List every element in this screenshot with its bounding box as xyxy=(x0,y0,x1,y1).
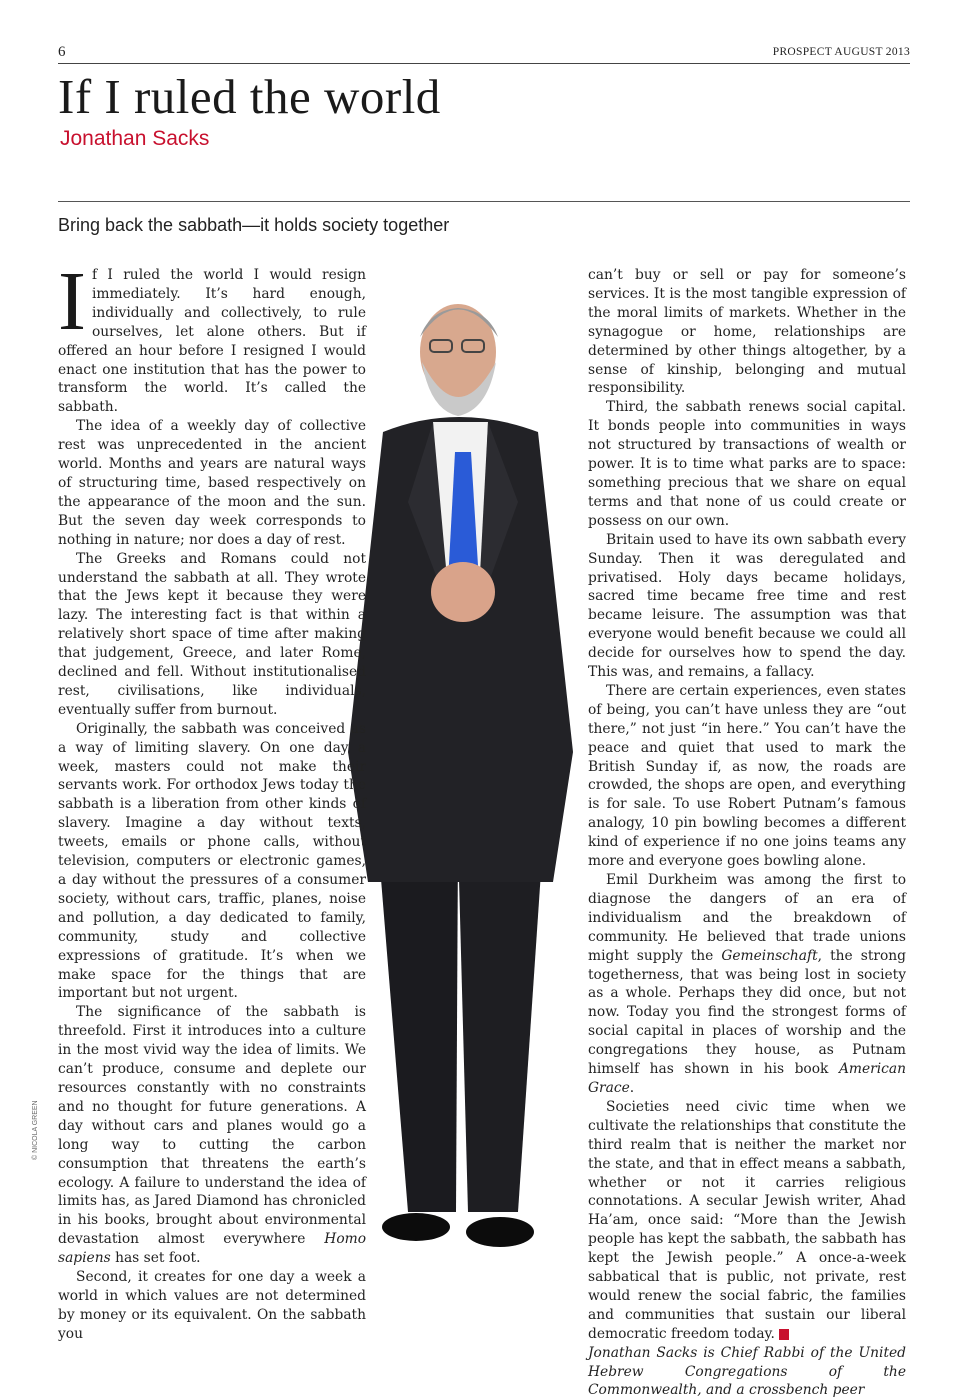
right-shoe xyxy=(466,1217,534,1247)
paragraph-text: The significance of the sabbath is threefold. First it introduces into a culture in the most vivid way the idea of limits. We can’t produce, consume and deplete our resources constantly with no constraints and no thought for future generations. A day without cars and planes would go a long way to cutting the carbon consumption that threatens the earth’s ecology. A failure to understand the idea of limits has, as Jared Diamond has chronicled in his books, brought about environmental devastation almost everywhere xyxy=(58,1004,366,1248)
article-title: If I ruled the world xyxy=(58,69,441,124)
drop-cap: I xyxy=(58,255,86,348)
portrait-photo xyxy=(338,282,598,1274)
italic-term: Gemeinschaft xyxy=(721,947,818,964)
section-rule xyxy=(58,201,910,202)
photo-credit: © NICOLA GREEN xyxy=(32,1100,39,1160)
paragraph: Third, the sabbath renews social capital. It bonds people into communities in ways not structured by transactions of wealth or power. It is to time what parks are to space: something precious that we share on equal terms and that none of us could create or possess on our own. xyxy=(588,399,906,529)
paragraph: Second, it creates for one day a week a world in which values are not determined by money or its equivalent. On the sabbath you xyxy=(58,1269,366,1342)
author-bio: Jonathan Sacks is Chief Rabbi of the United Hebrew Congregations of the Commonwealth, and a crossbench peer xyxy=(588,1344,906,1399)
paragraph: can’t buy or sell or pay for someone’s services. It is the most tangible expression of the moral limits of markets. Whether in the synagogue or home, relationships are determined by other things altogether, by a sense of kinship, belonging and mutual responsibility. xyxy=(588,267,906,397)
paragraph xyxy=(58,1003,366,1268)
paragraph-text: Emil Durkheim was among the first to diagnose the dangers of an era of individualism and the breakdown of community. He believed that trade unions might supply the xyxy=(588,872,906,964)
paragraph-text: Societies need civic time when we cultivate the relationships that constitute the third realm that is neither the market nor the state, and that in effect means a sabbath, whether or not it carries religious connotations. A secular Jewish writer, Ahad Ha’am, once said: “More than the Jewish people has kept the sabbath, the sabbath has kept the Jewish people.” A once-a-week sabbatical that is public, not private, rest would renew the social fabric, the families and communities that sustain our liberal democratic freedom today. xyxy=(588,1098,906,1342)
italic-term: Homo sapiens xyxy=(58,1231,367,1267)
standfirst: Bring back the sabbath—it holds society together xyxy=(58,215,450,235)
paragraph xyxy=(588,871,906,1098)
paragraph: The idea of a weekly day of collective rest was unprecedented in the ancient world. Months and years are natural ways of structuring time, based respectively on the appearance of the moon and the sun. But the seven day week corresponds to nothing in nature; nor does a day of rest. xyxy=(58,418,366,548)
paragraph: There are certain experiences, even states of being, you can’t have unless they are “out there,” not just “in here.” You can’t have the peace and quiet that used to mark the British Sunday if, as now, the roads are crowded, the shops are open, and everything is for sale. To use Robert Putnam’s famous analogy, 10 pin bowling becomes a different kind of experience if no one joins teams any more and everyone goes bowling alone. xyxy=(588,682,906,870)
paragraph: Britain used to have its own sabbath every Sunday. Then it was deregulated and privatised. Holy days became holidays, sacred time became free time and rest became leisure. The assumption was that everyone would benefit because we could all decide for ourselves how to spend the day. This was, and remains, a fallacy. xyxy=(588,531,906,681)
paragraph: Originally, the sabbath was conceived as a way of limiting slavery. On one day a week, masters could not make their servants work. For orthodox Jews today the sabbath is a liberation from other kinds of slavery. Imagine a day without texts, tweets, emails or phone calls, without television, computers or electronic games, a day without the pressures of a consumer society, without cars, traffic, planes, noise and pollution, a day dedicated to family, community, study and collective expressions of gratitude. It’s when we make space for the things that are important but not urgent. xyxy=(58,720,366,1002)
end-mark-icon: P xyxy=(779,1329,789,1340)
paragraph-text: has set foot. xyxy=(110,1250,201,1267)
paragraph-text: . xyxy=(629,1079,635,1096)
running-head: PROSPECT AUGUST 2013 xyxy=(772,46,910,58)
byline: Jonathan Sacks xyxy=(60,127,210,150)
book-title: American Grace xyxy=(588,1061,906,1096)
right-column xyxy=(588,266,906,1400)
paragraph-text: , the strong togetherness, that was being lost in society as a whole. Perhaps they did once, but not now. Today you find the strongest forms of social capital in places of worship and the congregations they house, as Putnam himself has shown in his book xyxy=(588,947,906,1078)
clasped-hands xyxy=(431,562,495,622)
paragraph xyxy=(588,1098,906,1344)
trousers xyxy=(378,842,458,1212)
paragraph xyxy=(58,255,366,417)
top-rule xyxy=(58,63,910,64)
page-number: 6 xyxy=(58,44,66,60)
left-column xyxy=(58,255,367,1344)
trousers xyxy=(458,842,543,1212)
left-shoe xyxy=(382,1213,450,1241)
paragraph-text: f I ruled the world I would resign immediately. It’s hard enough, individually and collectively, to rule ourselves, let alone others. But if offered an hour before I resigned I would enact one institution that has the power to transform the world. It’s called the sabbath. xyxy=(58,267,366,416)
paragraph: The Greeks and Romans could not understand the sabbath at all. They wrote that the Jews kept it because they were lazy. The interesting fact is that within a relatively short space of time after making that judgement, Greece, and later Rome, declined and fell. Without institutionalised rest, civilisations, like individuals, eventually suffer from burnout. xyxy=(58,550,366,718)
